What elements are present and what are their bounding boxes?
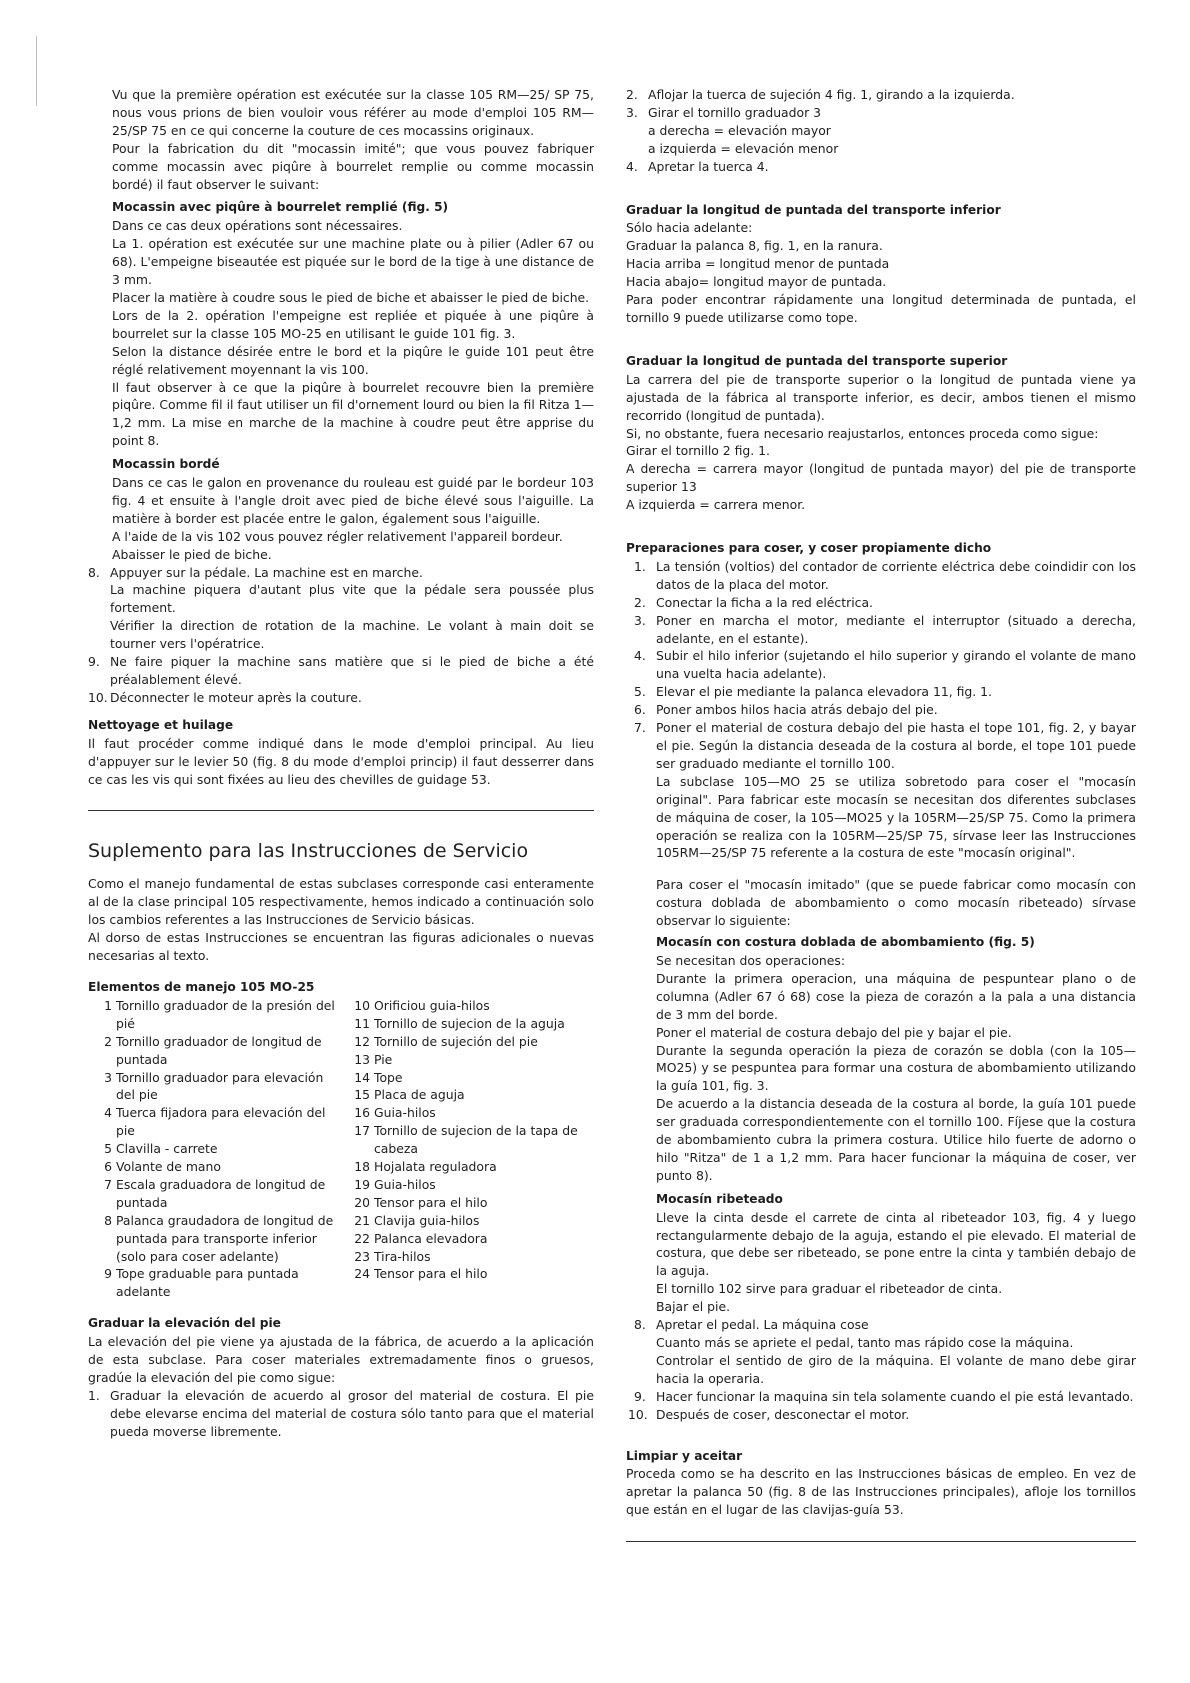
es-subclase: La subclase 105—MO 25 se utiliza sobretodo para coser el "mocasín original". Para fabricar este mocasín se necesitan dos diferentes subclases de máquina de coser, la 105—MO25 y la 105RM—25/SP 75. Como la primera operación se realiza con la 105RM—25/SP 75, sírvase leer las Instrucciones 105RM—25/SP 75 referente a la costura de este "mocasín original".: [656, 773, 1136, 861]
fr-borde-3: Abaisser le pied de biche.: [112, 546, 272, 562]
list-item: 17 Tornillo de sujecion de la tapa de cabeza: [354, 1123, 578, 1157]
es-superior-4: A izquierda = carrera menor.: [626, 497, 806, 513]
es-superior-0: La carrera del pie de transporte superior o la longitud de puntada viene ya ajustada de la fábrica al transporte inferior, es decir, ambos tienen el mismo recorrido (longitud de puntada).: [626, 371, 1136, 423]
list-item: 2. Conectar la ficha a la red eléctrica.: [634, 594, 873, 610]
es-superior-2: Girar el tornillo 2 fig. 1.: [626, 443, 770, 459]
list-item: a derecha = elevación mayor: [648, 122, 831, 138]
list-item: 1 Tornillo graduador de la presión del pié: [104, 997, 335, 1031]
list-item: 1. Graduar la elevación de acuerdo al grosor del material de costura. El pie debe elevarse encima del material de costura sólo tanto para que el material pueda moverse libremente.: [88, 1387, 594, 1439]
fr-heading-nettoyage: Nettoyage et huilage: [88, 717, 234, 732]
elementos-col-b: [346, 997, 594, 1301]
es-limpiar: Proceda como se ha descrito en las Instrucciones básicas de empleo. En vez de apretar la palanca 50 (fig. 8 de las Instrucciones principales), afloje los tornillos que están en el lugar de las clavijas-guía 53.: [626, 1466, 1136, 1518]
sup-elevacion: La elevación del pie viene ya ajustada de la fábrica, de acuerdo a la aplicación de esta subclase. Para coser materiales extremadamente finos o gruesos, gradúe la elevación del pie como sigue:: [88, 1334, 594, 1385]
list-item: 3 Tornillo graduador para elevación del pie: [104, 1069, 324, 1103]
list-item: a izquierda = elevación menor: [648, 140, 839, 156]
elementos-list: [88, 997, 594, 1301]
list-item: 4. Apretar la tuerca 4.: [626, 158, 769, 174]
list-item: 8 Palanca graudadora de longitud de puntada para transporte inferior (solo para coser adelante): [104, 1212, 334, 1264]
es-heading-inferior: Graduar la longitud de puntada del transporte inferior: [626, 202, 1001, 217]
es-imitado: Para coser el "mocasín imitado" (que se puede fabricar como mocasín con costura doblada de abombamiento o como mocasín ribeteado) sírvase observar lo siguiente:: [656, 877, 1136, 929]
margin-mark: [36, 36, 37, 106]
fr-rempli-2: La 1. opération est exécutée sur une machine plate ou à pilier (Adler 67 ou 68). L'empeigne biseautée est piquée sur le bord de la tige à une distance de 3 mm.: [112, 236, 594, 288]
elementos-col-a: [88, 997, 346, 1301]
es-heading-limpiar: Limpiar y aceitar: [626, 1448, 743, 1463]
list-item: Vérifier la direction de rotation de la machine. Le volant à main doit se tourner vers l'opératrice.: [110, 618, 594, 652]
es-doblada-2: Poner el material de costura debajo del pie y bajar el pie.: [656, 1024, 1012, 1040]
list-item: 7. Poner el material de costura debajo del pie hasta el tope 101, fig. 2, y bayar el pie. Según la distancia deseada de la costura al borde, el tope 101 puede ser graduado mediante el tornillo 100.: [634, 720, 1136, 771]
es-doblada-1: Durante la primera operacion, una máquina de pespuntear plano o de columna (Adler 67 ó 68) cose la pieza de corazón a la pala a una distancia de 3 mm del borde.: [656, 970, 1136, 1022]
fr-rempli-4: Lors de la 2. opération l'empeigne est repliée et piquée à une piqûre à bourrelet sur la classe 105 MO-25 en utilisant le guide 101 fig. 3.: [112, 307, 594, 341]
list-item: Controlar el sentido de giro de la máquina. El volante de mano debe girar hacia la operaria.: [656, 1352, 1136, 1386]
list-item: 5. Elevar el pie mediante la palanca elevadora 11, fig. 1.: [634, 684, 992, 700]
fr-heading-rempli: Mocassin avec piqûre à bourrelet remplié (fig. 5): [112, 200, 449, 215]
list-item: 8. Apretar el pedal. La máquina cose: [634, 1317, 869, 1333]
list-item: 15 Placa de aguja: [354, 1087, 465, 1103]
es-superior-1: Si, no obstante, fuera necesario reajustarlos, entonces proceda como sigue:: [626, 425, 1099, 441]
list-item: 3. Girar el tornillo graduador 3: [626, 104, 822, 120]
es-heading-ribeteado: Mocasín ribeteado: [656, 1191, 783, 1206]
fr-borde-1: Dans ce cas le galon en provenance du rouleau est guidé par le bordeur 103 fig. 4 et ensuite à l'angle droit avec pied de biche élevé sous l'aiguille. La matière à border est placée entre le galon, également sous l'aiguille.: [112, 475, 594, 526]
left-column: [88, 86, 594, 1441]
fr-rempli-6: Il faut observer à ce que la piqûre à bourrelet recouvre bien la première piqûre. Comme fil il faut utiliser un fil d'ornement lourd ou bien la fil Ritza 1—1,2 mm. La mise en marche de la machine à coudre peut être apprise du point 8.: [112, 379, 594, 449]
es-inferior-4: Para poder encontrar rápidamente una longitud determinada de puntada, el tornillo 9 puede utilizarse como tope.: [626, 292, 1136, 325]
french-section: [88, 86, 594, 564]
list-item: 24 Tensor para el hilo: [354, 1266, 488, 1282]
list-item: 9. Ne faire piquer la machine sans matière que si le pied de biche a été préalablement élevé.: [88, 654, 594, 687]
list-item: 16 Guia-hilos: [354, 1105, 436, 1121]
fr-rempli-3: Placer la matière à coudre sous le pied de biche et abaisser le pied de biche.: [112, 289, 590, 305]
divider: [88, 810, 594, 811]
list-item: 7 Escala graduadora de longitud de puntada: [104, 1176, 326, 1210]
list-item: 21 Clavija guia-hilos: [354, 1212, 480, 1228]
list-item: 10. Después de coser, desconectar el motor.: [628, 1406, 910, 1422]
fr-nettoyage: Il faut procéder comme indiqué dans le mode d'emploi principal. Au lieu d'appuyer sur le levier 50 (fig. 8 du mode d'emploi princip) il faut desserrer dans ce cas les vis qui sont fixées au lieu des chevilles de guidage 53.: [88, 735, 594, 787]
list-item: 6. Poner ambos hilos hacia atrás debajo del pie.: [634, 702, 938, 718]
es-inferior-0: Sólo hacia adelante:: [626, 220, 753, 236]
suplemento-title: Suplemento para las Instrucciones de Servicio: [88, 840, 529, 863]
list-item: 13 Pie: [354, 1051, 393, 1067]
sup-heading-elementos: Elementos de manejo 105 MO-25: [88, 979, 315, 994]
es-doblada-4: De acuerdo a la distancia deseada de la costura al borde, la guía 101 puede ser graduada correspondientemente con el tornillo 100. Fíjese que la costura de abombamiento cubra la primera costura. Utilice hilo fuerte de adorno o hilo "Ritza" de 1 a 1,2 mm. Para hacer funcionar la máquina de coser, ver punto 8).: [656, 1096, 1136, 1183]
list-item: 4 Tuerca fijadora para elevación del pie: [104, 1105, 326, 1139]
es-superior-3: A derecha = carrera mayor (longitud de puntada mayor) del pie de transporte superior 13: [626, 461, 1136, 495]
list-item: 20 Tensor para el hilo: [354, 1194, 488, 1210]
es-heading-superior: Graduar la longitud de puntada del transporte superior: [626, 353, 1008, 368]
fr-rempli-5: Selon la distance désirée entre le bord et la piqûre le guide 101 peut être réglé relativement moyennant la vis 100.: [112, 343, 594, 377]
es-heading-doblada: Mocasín con costura doblada de abombamiento (fig. 5): [656, 935, 1035, 950]
es-doblada-3: Durante la segunda operación la pieza de corazón se dobla (con la 105—MO25) y se pespuntea para formar una costura de abombamiento utilizando la guía 101, fig. 3.: [656, 1042, 1136, 1094]
list-item: 9 Tope graduable para puntada adelante: [104, 1266, 299, 1300]
sup-p1: Como el manejo fundamental de estas subclases corresponde casi enteramente al de la clase principal 105 respectivamente, hemos indicado a continuación solo los cambios referentes a las Instrucciones de Servicio básicas.: [88, 876, 594, 928]
fr-steps: [88, 564, 594, 707]
list-item: 14 Tope: [354, 1069, 403, 1085]
es-inferior-1: Graduar la palanca 8, fig. 1, en la ranura.: [626, 238, 883, 254]
list-item: 19 Guia-hilos: [354, 1176, 436, 1192]
fr-intro: Vu que la première opération est exécutée sur la classe 105 RM—25/ SP 75, nous vous prions de bien vouloir vous référer au mode d'emploi 105 RM—25/SP 75 en ce qui concerne la couture de ces mocassins originaux.: [112, 87, 594, 138]
es-inferior-2: Hacia arriba = longitud menor de puntada: [626, 256, 890, 272]
list-item: 6 Volante de mano: [104, 1159, 221, 1175]
es-inferior-3: Hacia abajo= longitud mayor de puntada.: [626, 274, 887, 290]
es-doblada-section: [634, 934, 1136, 1316]
es-prep-list: [626, 558, 1136, 1424]
list-item: Cuanto más se apriete el pedal, tanto mas rápido cose la máquina.: [656, 1335, 1074, 1350]
right-column: [626, 86, 1136, 1542]
fr-intro2: Pour la fabrication du dit "mocassin imité"; que vous pouvez fabriquer comme mocassin avec piqûre à bourrelet remplie ou comme mocassin bordé) il faut observer le suivant:: [112, 140, 594, 192]
list-item: 5 Clavilla - carrete: [104, 1141, 218, 1157]
es-heading-prep: Preparaciones para coser, y coser propiamente dicho: [626, 541, 992, 556]
es-ribeteado-0: Lleve la cinta desde el carrete de cinta al ribeteador 103, fig. 4 y luego rectangularmente debajo de la aguja, estando el pie elevado. El material de costura, que debe ser ribeteado, se pone entre la cinta y también debajo de la aguja.: [656, 1209, 1136, 1279]
list-item: 2 Tornillo graduador de longitud de puntada: [104, 1033, 322, 1067]
list-item: 12 Tornillo de sujeción del pie: [354, 1033, 538, 1049]
divider: [626, 1541, 1136, 1542]
list-item: 2. Aflojar la tuerca de sujeción 4 fig. 1, girando a la izquierda.: [626, 87, 1015, 102]
list-item: 3. Poner en marcha el motor, mediante el interruptor (situado a derecha, adelante, en el estante).: [634, 612, 1136, 646]
list-item: La machine piquera d'autant plus vite que la pédale sera poussée plus fortement.: [110, 582, 594, 616]
fr-rempli-1: Dans ce cas deux opérations sont nécessaires.: [112, 218, 403, 234]
list-item: 4. Subir el hilo inferior (sujetando el hilo superior y girando el volante de mano una vuelta hacia adelante).: [634, 648, 1136, 682]
list-item: 10 Orificiou guia-hilos: [354, 997, 490, 1013]
sup-p2: Al dorso de estas Instrucciones se encuentran las figuras adicionales o nuevas necesarias al texto.: [88, 930, 594, 964]
list-item: 10. Déconnecter le moteur après la couture.: [88, 689, 362, 705]
list-item: 11 Tornillo de sujecion de la aguja: [354, 1015, 565, 1031]
es-ribeteado-1: El tornillo 102 sirve para graduar el ribeteador de cinta.: [656, 1281, 1003, 1297]
list-item: 22 Palanca elevadora: [354, 1230, 488, 1246]
list-item: 23 Tira-hilos: [354, 1248, 431, 1264]
es-doblada-0: Se necesitan dos operaciones:: [656, 952, 846, 968]
list-item: 9. Hacer funcionar la maquina sin tela solamente cuando el pie está levantado.: [634, 1388, 1134, 1404]
es-ribeteado-2: Bajar el pie.: [656, 1299, 731, 1315]
list-item: 1. La tensión (voltios) del contador de corriente eléctrica debe coindidir con los datos de la placa del motor.: [634, 558, 1136, 592]
fr-heading-borde: Mocassin bordé: [112, 457, 220, 472]
fr-borde-2: A l'aide de la vis 102 vous pouvez régler relativement l'appareil bordeur.: [112, 528, 563, 544]
list-item: 8. Appuyer sur la pédale. La machine est en marche.: [88, 564, 423, 580]
es-steps: [626, 86, 1136, 176]
list-item: 18 Hojalata reguladora: [354, 1159, 497, 1175]
sup-heading-elevacion: Graduar la elevación del pie: [88, 1316, 281, 1331]
